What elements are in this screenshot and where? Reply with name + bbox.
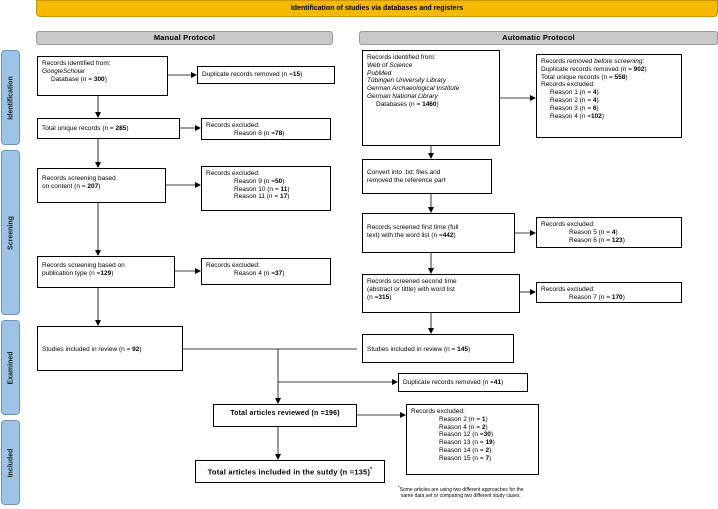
merge-total-reviewed: Total articles reviewed (n =196)	[213, 404, 357, 427]
auto-records-identified: Records identified from: Web of Science PubMed Tübingen University Library German Archaeological Institute German National Library Databases (n = 1460)	[362, 50, 500, 146]
source-web-of-science: Web of Science	[367, 61, 413, 69]
source-googlescholar: GoogleScholar	[42, 67, 85, 75]
auto-studies-included: Studies included in review (n = 145)	[362, 334, 514, 363]
merge-duplicates-removed: Duplicate records removed (n =41)	[398, 373, 528, 392]
manual-records-excluded-3: Records excluded: Reason 4 (n =37)	[201, 258, 331, 285]
manual-records-excluded-2: Records excluded: Reason 9 (n =50) Reason 10 (n = 11) Reason 11 (n = 17)	[201, 166, 331, 211]
auto-convert-txt: Convert into .txt; files and removed the reference part	[362, 159, 492, 194]
source-tubingen: Tübingen University Library	[367, 77, 447, 85]
footnote: *Some articles are using two different approaches for the same data set or comparing two different study cases.	[398, 484, 524, 499]
auto-screened-second: Records screened second time (abstract or tittle) with word list (n =315)	[362, 274, 520, 313]
phase-label: Screening	[7, 215, 14, 250]
manual-screening-content: Records screening based on content (n = 207)	[37, 168, 166, 203]
merge-records-excluded: Records excluded: Reason 2 (n = 1) Reason 4 (n = 2) Reason 12 (n =30) Reason 13 (n = 19) Reason 14 (n = 2) Reason 15 (n = 7)	[406, 404, 539, 475]
auto-records-removed: Records removed before screening: Duplicate records removed (n = 902) Total unique records (n = 558) Records excluded: Reason 1 (n = 4) Reason 2 (n = 4) Reason 3 (n = 6) Reason 4 (n =102)	[536, 54, 682, 138]
auto-records-excluded-second: Records excluded: Reason 7 (n = 170)	[536, 282, 682, 303]
manual-duplicates-removed: Duplicate records removed (n =15)	[197, 66, 335, 84]
source-dai: German Archaeological Institute	[367, 85, 460, 93]
source-pubmed: PubMed	[367, 69, 392, 77]
manual-screening-publication: Records screening based on publication type (n =129)	[37, 256, 175, 288]
manual-protocol-header: Manual Protocol	[36, 31, 333, 45]
merge-total-included: Total articles included in the sutdy (n =135)*	[195, 460, 385, 483]
phase-label: Examined	[7, 350, 14, 385]
auto-records-excluded-first: Records excluded: Reason 5 (n = 4) Reason 6 (n = 123)	[536, 217, 682, 248]
phase-label: Identification	[7, 75, 14, 120]
manual-records-identified: Records identified from: GoogleScholar Database (n = 300)	[37, 56, 168, 96]
phase-label: Included	[7, 448, 14, 477]
manual-unique-records: Total unique records (n = 285)	[37, 118, 180, 139]
automatic-protocol-header: Automatic Protocol	[359, 31, 718, 45]
source-dnb: German National Library	[367, 92, 438, 100]
banner: Identification of studies via databases and registers	[36, 0, 718, 17]
auto-screened-first: Records screened first time (full text) with the word list (n =442)	[362, 213, 515, 253]
manual-studies-included: Studies included in review (n = 92)	[37, 326, 183, 371]
manual-records-excluded-1: Records excluded: Reason 8 (n =78)	[201, 118, 331, 140]
